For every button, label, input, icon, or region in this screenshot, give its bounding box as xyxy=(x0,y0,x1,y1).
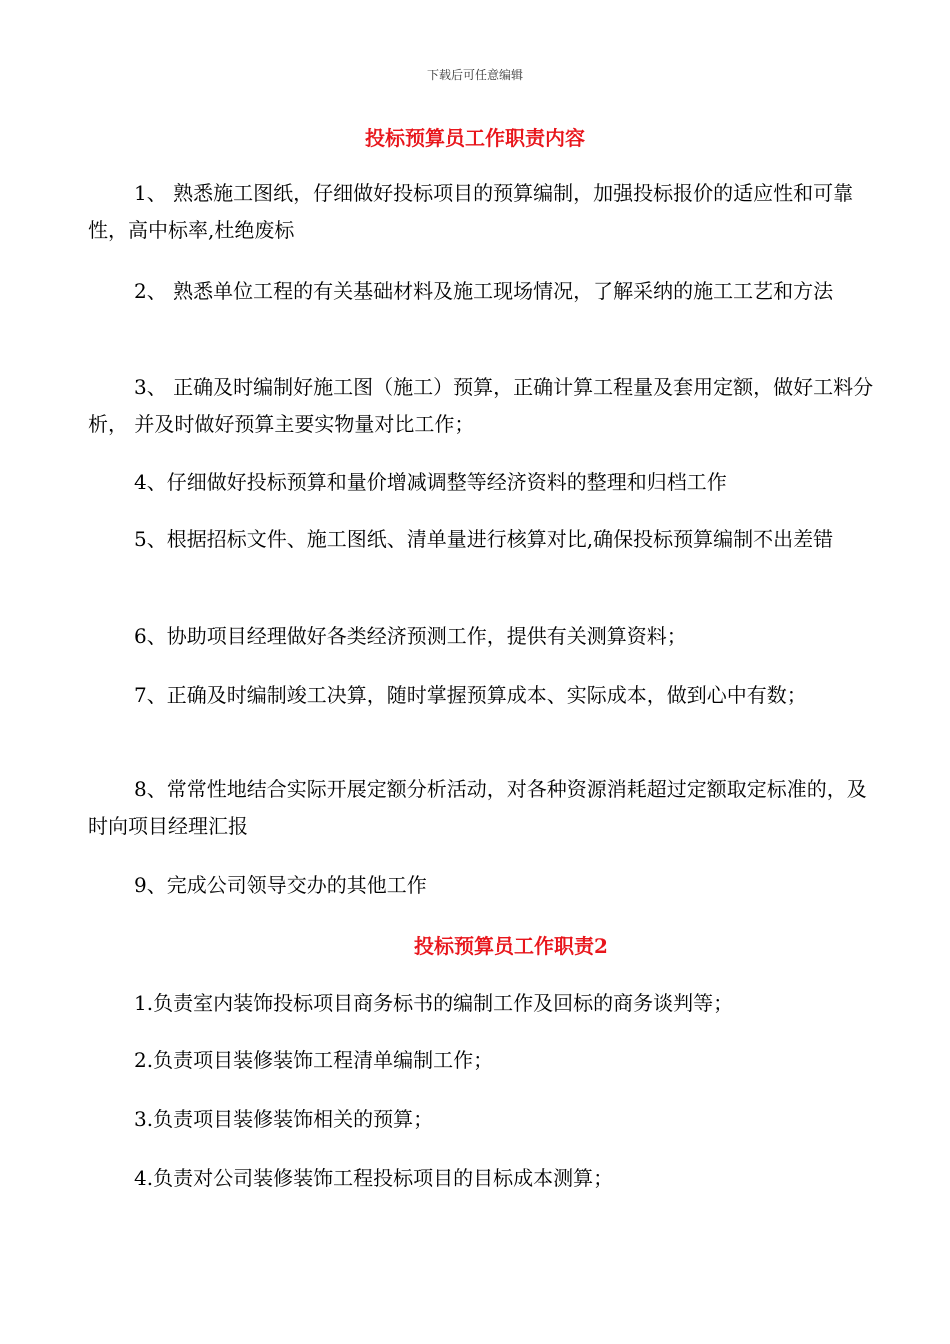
list-item: 5、根据招标文件、施工图纸、清单量进行核算对比,确保投标预算编制不出差错 xyxy=(134,527,834,551)
list-item: 2.负责项目装修装饰工程清单编制工作； xyxy=(134,1048,494,1072)
list-item: 9、完成公司领导交办的其他工作 xyxy=(134,873,427,897)
list-item: 1、 熟悉施工图纸，仔细做好投标项目的预算编制，加强投标报价的适应性和可靠性，高中标率,杜绝废标 xyxy=(88,181,854,242)
list-item: 4.负责对公司装修装饰工程投标项目的目标成本测算； xyxy=(134,1166,614,1190)
list-item: 3、 正确及时编制好施工图（施工）预算，正确计算工程量及套用定额，做好工料分析， 并及时做好预算主要实物量对比工作； xyxy=(88,375,874,436)
list-item: 2、 熟悉单位工程的有关基础材料及施工现场情况，了解采纳的施工工艺和方法 xyxy=(134,279,834,303)
list-item: 4、仔细做好投标预算和量价增减调整等经济资料的整理和归档工作 xyxy=(134,470,727,494)
list-item: 7、正确及时编制竣工决算，随时掌握预算成本、实际成本，做到心中有数； xyxy=(134,683,807,707)
section-title-1: 投标预算员工作职责内容 xyxy=(365,126,585,150)
list-item: 3.负责项目装修装饰相关的预算； xyxy=(134,1107,434,1131)
list-item: 6、协助项目经理做好各类经济预测工作，提供有关测算资料； xyxy=(134,624,687,648)
header-note: 下载后可任意编辑 xyxy=(426,68,523,82)
list-item: 8、常常性地结合实际开展定额分析活动，对各种资源消耗超过定额取定标准的，及时向项目经理汇报 xyxy=(88,777,867,838)
list-item: 1.负责室内装饰投标项目商务标书的编制工作及回标的商务谈判等； xyxy=(134,991,734,1015)
section-title-2: 投标预算员工作职责2 xyxy=(414,934,608,958)
